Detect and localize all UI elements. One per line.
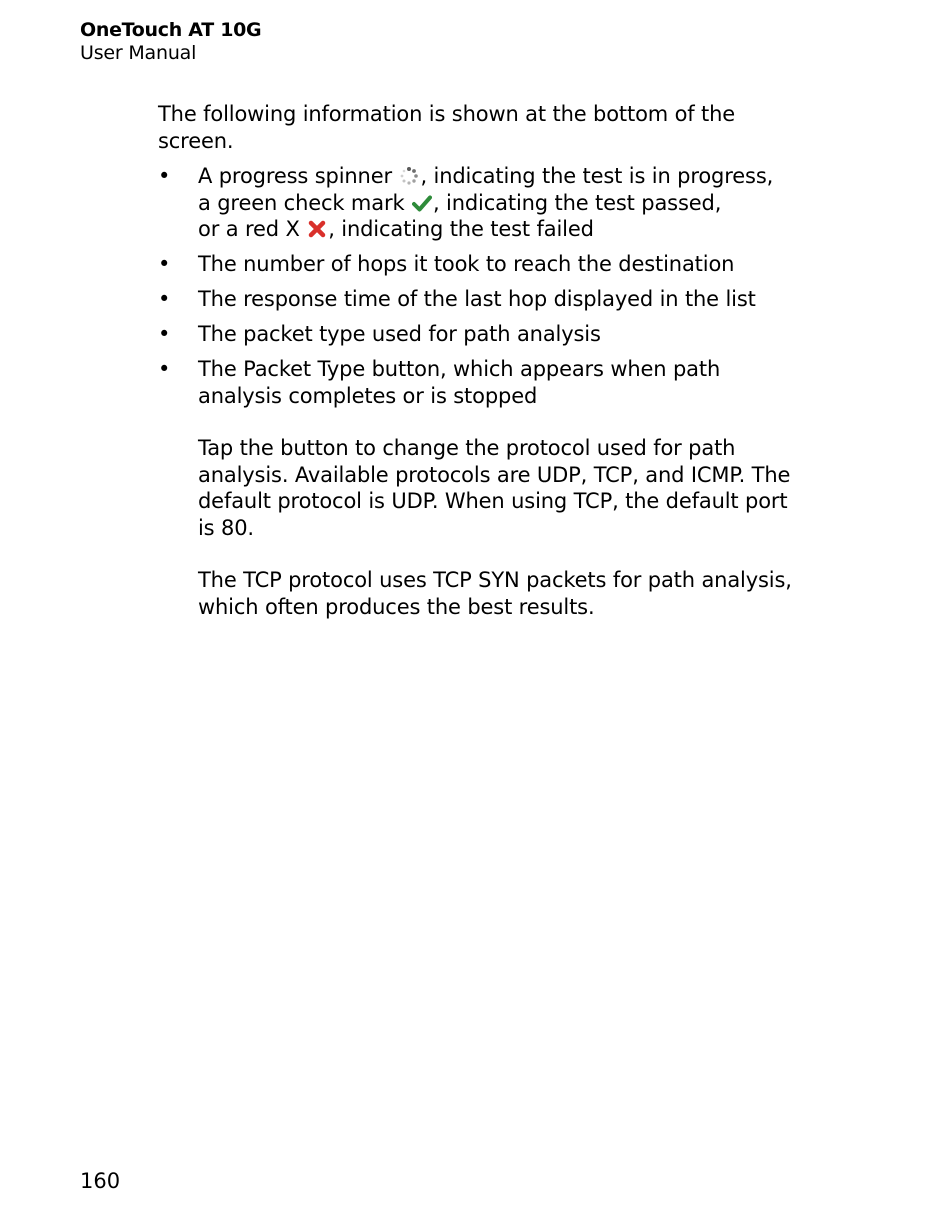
green-check-icon <box>412 193 432 213</box>
page-number: 160 <box>80 1169 121 1193</box>
response-time-text: The response time of the last hop displayed in the list <box>198 287 756 311</box>
packet-type-button-text: The Packet Type button, which appears when path analysis completes or is stopped <box>198 357 721 408</box>
packet-type-text: The packet type used for path analysis <box>198 322 601 346</box>
red-x-icon <box>307 219 327 239</box>
list-item-packet-type-button <box>158 356 798 620</box>
tcp-syn-paragraph: The TCP protocol uses TCP SYN packets for path analysis, which often produces the best results. <box>198 568 792 619</box>
hops-text: The number of hops it took to reach the destination <box>198 252 735 276</box>
main-content <box>158 101 798 629</box>
bullet-dot: • <box>158 252 171 276</box>
manual-subtitle: User Manual <box>80 42 197 64</box>
bullet-dot: • <box>158 322 171 346</box>
status-text-fail: or a red X <box>198 217 300 241</box>
status-line-1 <box>198 163 798 190</box>
status-line-2 <box>198 190 798 217</box>
manual-title: OneTouch AT 10G <box>80 19 262 41</box>
progress-spinner-icon <box>399 166 419 186</box>
protocol-paragraph: Tap the button to change the protocol used for path analysis. Available protocols are UDP, TCP, and ICMP. The default protocol is UDP. When using TCP, the default port is 80. <box>198 436 791 540</box>
status-text-check: a green check mark <box>198 190 405 215</box>
info-list <box>158 163 798 620</box>
bullet-dot: • <box>158 164 171 188</box>
bullet-dot: • <box>158 287 171 311</box>
status-text-fail-desc: , indicating the test failed <box>328 217 594 241</box>
document-header <box>80 18 261 64</box>
intro-paragraph: The following information is shown at the bottom of the screen. <box>158 102 736 153</box>
status-text-spinner-desc: , indicating the test is in progress, <box>420 164 774 188</box>
bullet-dot: • <box>158 357 171 381</box>
status-line-3 <box>198 216 798 243</box>
status-text-spinner: A progress spinner <box>198 164 392 188</box>
list-item-status <box>158 163 798 243</box>
list-item-hops <box>158 251 798 278</box>
list-item-response-time <box>158 286 798 313</box>
status-text-check-desc: , indicating the test passed, <box>432 190 722 215</box>
list-item-packet-type <box>158 321 798 348</box>
